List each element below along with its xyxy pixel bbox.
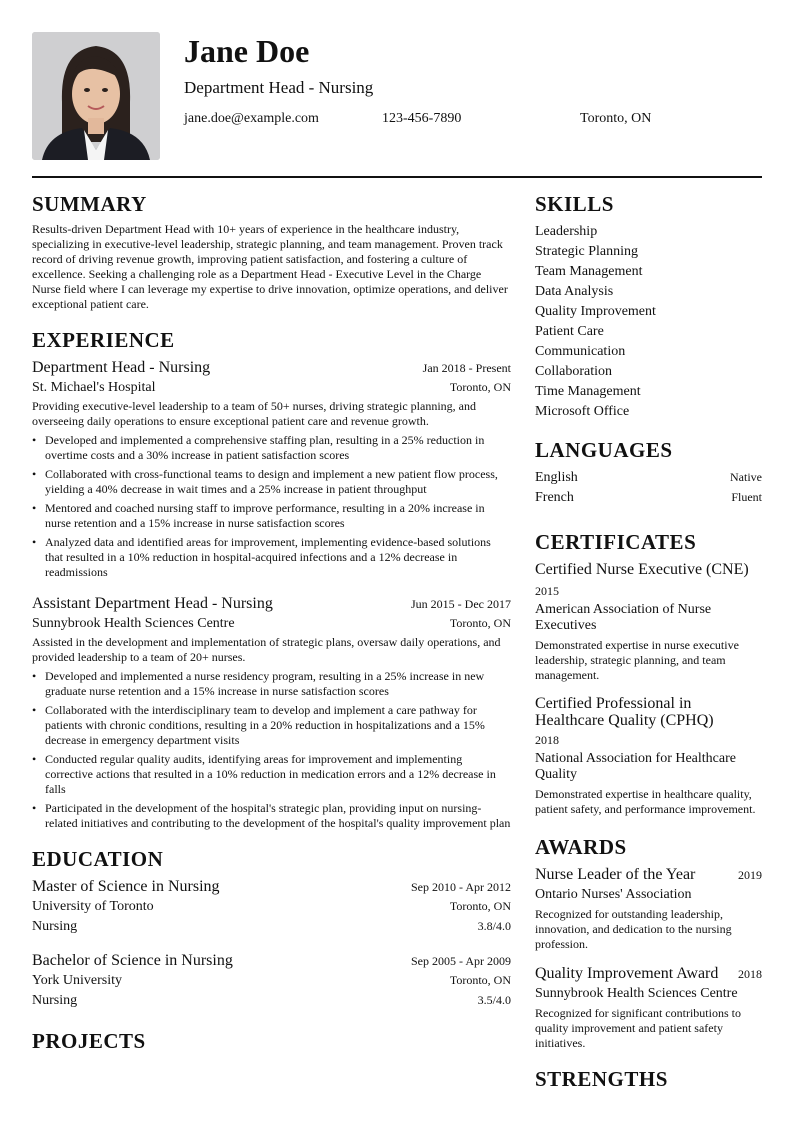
field-of-study: Nursing: [32, 993, 78, 1008]
skills-section: [535, 190, 762, 422]
certificate-year: 2015: [535, 584, 559, 598]
job-entry: [32, 358, 511, 580]
language-level: Native: [730, 470, 762, 484]
school-name: University of Toronto: [32, 899, 154, 914]
education-dates: Sep 2010 - Apr 2012: [411, 880, 511, 894]
certificate-description: Demonstrated expertise in nurse executive leadership, strategic planning, and team management.: [535, 638, 739, 682]
skill-item: Communication: [535, 344, 626, 359]
degree-name: Master of Science in Nursing: [32, 878, 220, 895]
skill-item: Patient Care: [535, 324, 604, 339]
skill-item: Time Management: [535, 384, 641, 399]
strengths-section: [535, 1065, 762, 1093]
certificate-issuer: National Association for Healthcare Quality: [535, 751, 736, 782]
bullet-item: • Developed and implemented a nurse residency program, resulting in a 25% increase in new graduate nurse retention and a 15% increase in nurse satisfaction scores: [45, 669, 511, 699]
bullet-item: • Conducted regular quality audits, identifying areas for improvement and implementing corrective actions that resulted in a 10% reduction in medication errors and a 12% decrease in falls: [45, 752, 511, 797]
section-heading: CERTIFICATES: [535, 530, 697, 554]
awards-section: [535, 833, 762, 1051]
job-bullets: [32, 669, 511, 831]
skill-item: Quality Improvement: [535, 304, 656, 319]
certificate-year: 2018: [535, 733, 559, 747]
education-section: [32, 845, 511, 1011]
school-name: York University: [32, 973, 122, 988]
certificate-entry: [535, 695, 762, 817]
section-heading: EXPERIENCE: [32, 328, 175, 352]
bullet-item: • Developed and implemented a comprehensive staffing plan, resulting in a 25% reduction in overtime costs and a 30% increase in patient satisfaction scores: [45, 433, 511, 463]
job-location: Toronto, ON: [449, 380, 511, 394]
skill-item: Team Management: [535, 264, 643, 279]
skill-item: Microsoft Office: [535, 404, 630, 419]
experience-section: [32, 326, 511, 831]
job-dates: Jan 2018 - Present: [422, 361, 511, 375]
certificate-name: Certified Professional in Healthcare Quality (CPHQ): [535, 695, 714, 729]
job-entry: [32, 594, 511, 831]
bullet-item: • Mentored and coached nursing staff to improve performance, resulting in a 20% increase in nurse retention and a 15% increase in nurse satisfaction scores: [45, 501, 511, 531]
award-description: Recognized for outstanding leadership, innovation, and dedication to the nursing profession.: [535, 907, 732, 951]
bullet-item: • Participated in the development of the hospital's strategic plan, providing input on nursing-related initiatives and contributing to the development of the hospital's quality improvement plan: [45, 801, 511, 831]
contact-email[interactable]: jane.doe@example.com: [184, 111, 319, 126]
section-heading: LANGUAGES: [535, 438, 673, 462]
contact-location: Toronto, ON: [580, 111, 652, 126]
degree-name: Bachelor of Science in Nursing: [32, 952, 233, 969]
award-description: Recognized for significant contributions to quality improvement and patient safety initiatives.: [535, 1006, 741, 1050]
education-entry: [32, 877, 511, 937]
education-entry: [32, 951, 511, 1011]
award-name: Nurse Leader of the Year: [535, 866, 696, 883]
header-divider: [32, 176, 762, 178]
award-year: 2019: [738, 868, 762, 882]
award-entry: [535, 964, 762, 1051]
summary-section: [32, 190, 511, 312]
job-description: Assisted in the development and implementation of strategic plans, oversaw daily operations, and provided leadership to a team of 20+ nurses.: [32, 635, 501, 664]
skill-item: Leadership: [535, 224, 598, 239]
candidate-title: Department Head - Nursing: [184, 78, 374, 97]
certificate-description: Demonstrated expertise in healthcare quality, patient safety, and performance improvement.: [535, 787, 756, 816]
certificates-section: [535, 528, 762, 817]
field-of-study: Nursing: [32, 919, 78, 934]
education-dates: Sep 2005 - Apr 2009: [411, 954, 511, 968]
bullet-item: • Collaborated with cross-functional teams to design and implement a new patient flow process, yielding a 40% decrease in wait times and a 25% increase in patient throughput: [45, 467, 511, 497]
job-description: Providing executive-level leadership to a team of 50+ nurses, driving strategic planning, and overseeing daily operations to ensure exceptional patient care and revenue growth.: [32, 399, 476, 428]
certificate-issuer: American Association of Nurse Executives: [535, 602, 712, 633]
language-level: Fluent: [731, 490, 762, 504]
job-title: Department Head - Nursing: [32, 359, 211, 376]
award-name: Quality Improvement Award: [535, 965, 719, 982]
school-location: Toronto, ON: [449, 973, 511, 987]
section-heading: PROJECTS: [32, 1029, 146, 1053]
job-employer: Sunnybrook Health Sciences Centre: [32, 616, 235, 631]
right-column: [535, 190, 762, 1093]
section-heading: STRENGTHS: [535, 1067, 668, 1091]
section-heading: SUMMARY: [32, 192, 147, 216]
candidate-name: Jane Doe: [184, 33, 310, 69]
contact-phone[interactable]: 123-456-7890: [382, 111, 462, 126]
left-column: [32, 190, 511, 1055]
summary-text: Results-driven Department Head with 10+ years of experience in the healthcare industry, specializing in executive-level leadership, strategic planning, and team management. Proven track record of driving revenue growth, improving patient satisfaction, and fostering a culture of excellence. Seeking a challenging role as a Department Head - Executive Level in the Charge Nurse field where I can leverage my expertise to drive innovation, optimize operations, and deliver exceptional patient care.: [32, 222, 508, 311]
award-organization: Sunnybrook Health Sciences Centre: [535, 986, 738, 1001]
award-entry: [535, 865, 762, 952]
section-heading: EDUCATION: [32, 847, 164, 871]
projects-section: [32, 1027, 511, 1055]
languages-section: [535, 436, 762, 508]
gpa: 3.5/4.0: [477, 993, 511, 1007]
award-year: 2018: [738, 967, 762, 981]
award-organization: Ontario Nurses' Association: [535, 887, 692, 902]
school-location: Toronto, ON: [449, 899, 511, 913]
job-location: Toronto, ON: [449, 616, 511, 630]
bullet-item: • Collaborated with the interdisciplinary team to develop and implement a care pathway for patients with chronic conditions, resulting in a 20% reduction in hospitalizations and a 15% decrease in emergency department visits: [45, 703, 511, 748]
gpa: 3.8/4.0: [477, 919, 511, 933]
skill-item: Data Analysis: [535, 284, 614, 299]
skill-item: Collaboration: [535, 364, 612, 379]
skill-item: Strategic Planning: [535, 244, 639, 259]
profile-photo: [32, 32, 160, 160]
section-heading: SKILLS: [535, 192, 614, 216]
job-title: Assistant Department Head - Nursing: [32, 595, 273, 612]
resume-header: [32, 32, 762, 162]
language-name: English: [535, 470, 578, 485]
section-heading: AWARDS: [535, 835, 627, 859]
certificate-entry: [535, 560, 762, 683]
bullet-item: • Analyzed data and identified areas for improvement, implementing evidence-based solutions that resulted in a 10% reduction in hospital-acquired infections and a 12% decrease in readmissions: [45, 535, 511, 580]
job-employer: St. Michael's Hospital: [32, 380, 156, 395]
job-dates: Jun 2015 - Dec 2017: [411, 597, 511, 611]
language-name: French: [535, 490, 574, 505]
certificate-name: Certified Nurse Executive (CNE): [535, 561, 749, 578]
job-bullets: [32, 433, 511, 580]
